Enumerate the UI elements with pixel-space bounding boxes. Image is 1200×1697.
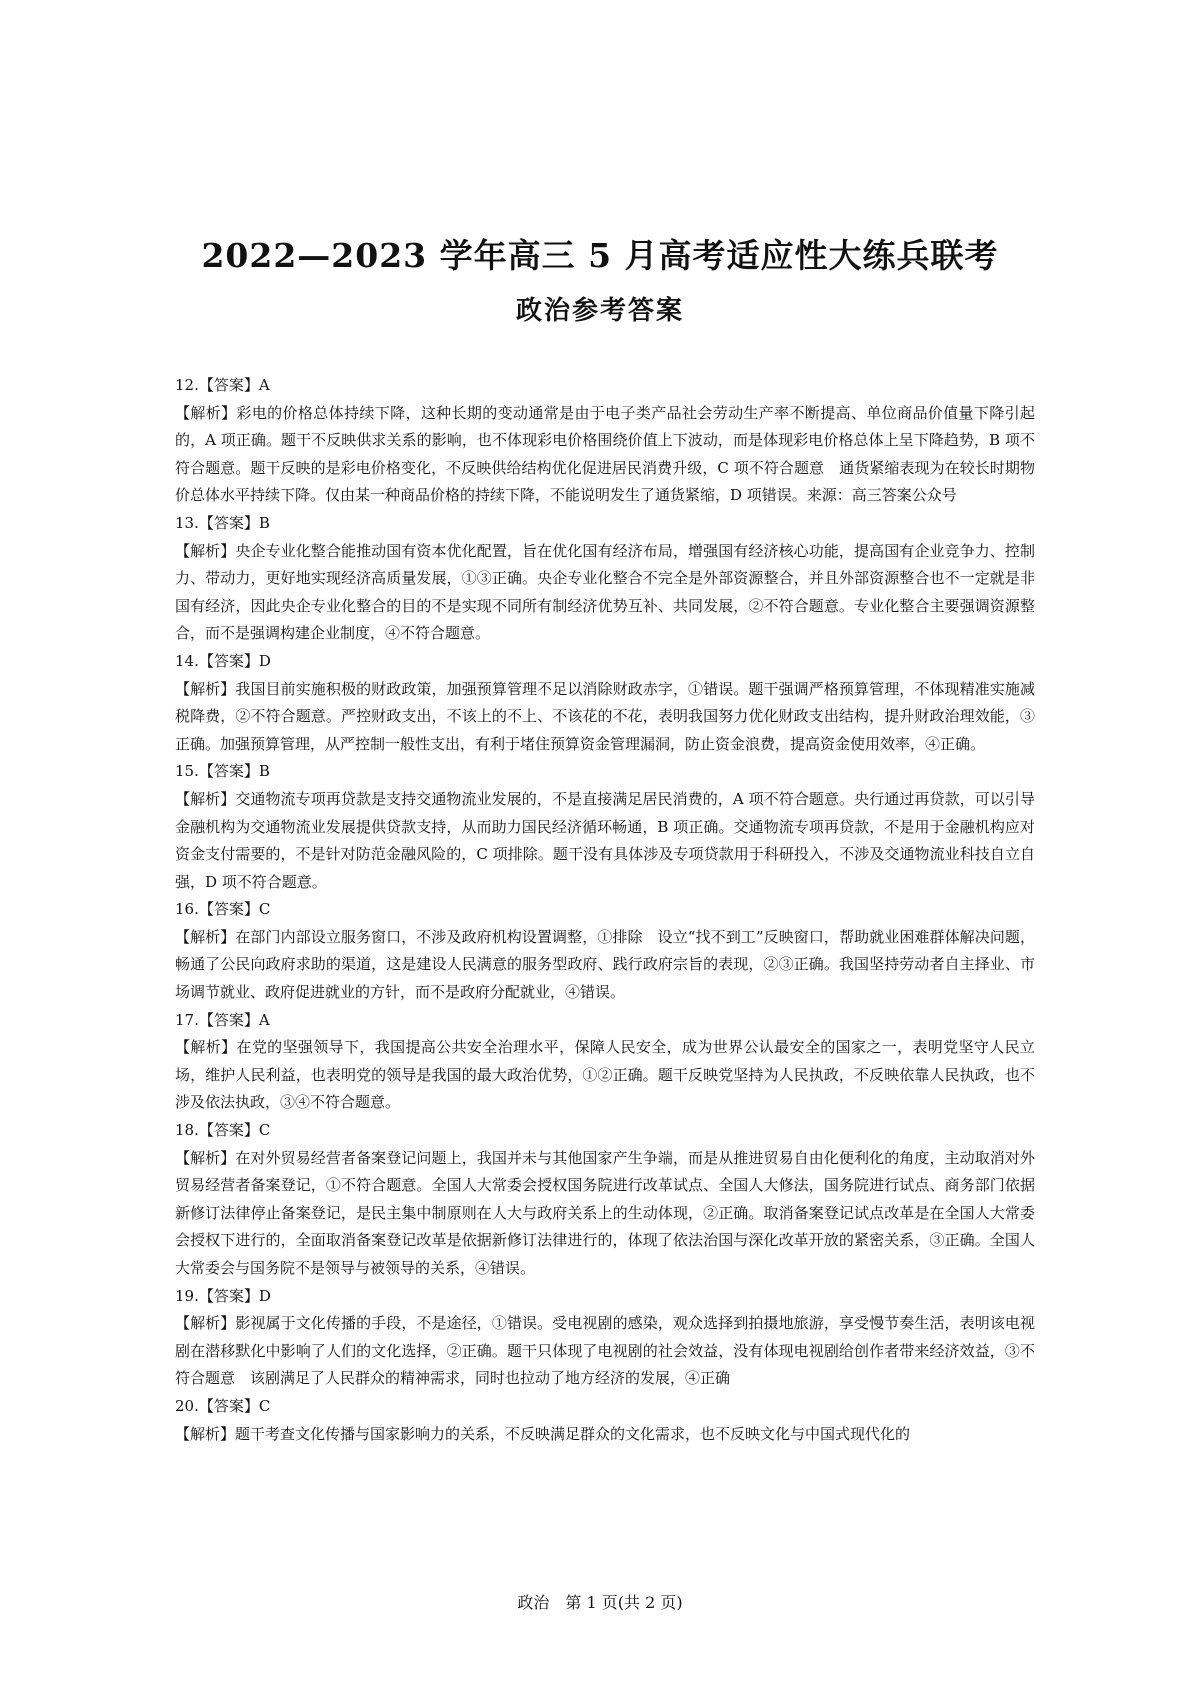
answer-line: 14.【答案】D xyxy=(175,651,271,670)
answer-line: 12.【答案】A xyxy=(175,376,270,394)
explanation-text: 【解析】影视属于文化传播的手段，不是途径，①错误。受电视剧的感染，观众选择到拍摄地旅游，享受慢节奏生活，表明该电视剧在潜移默化中影响了人们的文化选择，②正确。题干只体现了电视剧的社会效益，没有体现电视剧给创作者带来经济效益，③不符合题意 该剧满足了人民群众的精神需求，同时也拉动了地方经济的发展，④正确 xyxy=(175,1314,1035,1388)
answer-item-18 xyxy=(175,1117,1035,1283)
answer-line: 16.【答案】C xyxy=(175,900,271,919)
explanation-text: 【解析】在党的坚强领导下，我国提高公共安全治理水平，保障人民安全，成为世界公认最安全的国家之一，表明党坚守人民立场，维护人民利益，也表明党的领导是我国的最大政治优势，①②正确。题干反映党坚持为人民执政，不反映依靠人民执政，也不涉及依法执政，③④不符合题意。 xyxy=(175,1038,1035,1112)
answer-item-17 xyxy=(175,1007,1035,1117)
answer-line: 15.【答案】B xyxy=(175,762,270,781)
explanation-text: 【解析】题干考查文化传播与国家影响力的关系，不反映满足群众的文化需求，也不反映文化与中国式现代化的 xyxy=(175,1424,911,1443)
page-footer: 政治 第 1 页(共 2 页) xyxy=(517,1593,683,1612)
answer-item-19 xyxy=(175,1283,1035,1393)
answer-item-15 xyxy=(175,758,1035,896)
answer-line: 18.【答案】C xyxy=(175,1121,271,1140)
answer-line: 13.【答案】B xyxy=(175,513,270,532)
answer-line: 19.【答案】D xyxy=(175,1286,271,1305)
answer-line: 17.【答案】A xyxy=(175,1010,270,1029)
explanation-text: 【解析】在对外贸易经营者备案登记问题上，我国并未与其他国家产生争端，而是从推进贸易自由化便利化的角度，主动取消对外贸易经营者备案登记，①不符合题意。全国人大常委会授权国务院进行改革试点、全国人大修法，国务院进行试点、商务部门依据新修订法律停止备案登记，是民主集中制原则在人大与政府关系上的生动体现，②正确。取消备案登记试点改革是在全国人大常委会授权下进行的，全面取消备案登记改革是依据新修订法律进行的，体现了依法治国与深化改革开放的紧密关系，③正确。全国人大常委会与国务院不是领导与被领导的关系，④错误。 xyxy=(175,1148,1035,1277)
answer-line: 20.【答案】C xyxy=(175,1396,271,1415)
answer-item-20 xyxy=(175,1393,1035,1448)
page-title: 2022—2023 学年高三 5 月高考适应性大练兵联考 xyxy=(201,236,999,275)
answer-list xyxy=(175,372,1035,1448)
explanation-text: 【解析】在部门内部设立服务窗口，不涉及政府机构设置调整，①排除 设立“找不到工”反映窗口，帮助就业困难群体解决问题，畅通了公民向政府求助的渠道，这是建设人民满意的服务型政府、践行政府宗旨的表现，②③正确。我国坚持劳动者自主择业、市场调节就业、政府促进就业的方针，而不是政府分配就业，④错误。 xyxy=(175,927,1035,1002)
explanation-text: 【解析】我国目前实施积极的财政政策，加强预算管理不足以消除财政赤字，①错误。题干强调严格预算管理，不体现精准实施减税降费，②不符合题意。严控财政支出，不该上的不上、不该花的不花，表明我国努力优化财政支出结构，提升财政治理效能，③正确。加强预算管理，从严控制一般性支出，有利于堵住预算资金管理漏洞，防止资金浪费，提高资金使用效率，④正确。 xyxy=(175,679,1035,753)
page-subtitle: 政治参考答案 xyxy=(515,296,684,326)
explanation-text: 【解析】交通物流专项再贷款是支持交通物流业发展的，不是直接满足居民消费的，A 项不符合题意。央行通过再贷款，可以引导金融机构为交通物流业发展提供贷款支持，从而助力国民经济循环畅通，B 项正确。交通物流专项再贷款，不是用于金融机构应对资金支付需要的，不是针对防范金融风险的，C 项排除。题干没有具体涉及专项贷款用于科研投入，不涉及交通物流业科技自立自强，D 项不符合题意。 xyxy=(175,789,1035,891)
answer-item-13 xyxy=(175,510,1035,648)
answer-item-16 xyxy=(175,896,1035,1006)
answer-item-12 xyxy=(175,372,1035,510)
explanation-text: 【解析】央企专业化整合能推动国有资本优化配置，旨在优化国有经济布局，增强国有经济核心功能，提高国有企业竞争力、控制力、带动力，更好地实现经济高质量发展，①③正确。央企专业化整合不完全是外部资源整合，并且外部资源整合也不一定就是非国有经济，因此央企专业化整合的目的不是实现不同所有制经济优势互补、共同发展，②不符合题意。专业化整合主要强调资源整合，而不是强调构建企业制度，④不符合题意。 xyxy=(175,541,1035,643)
answer-item-14 xyxy=(175,648,1035,758)
explanation-text: 【解析】彩电的价格总体持续下降，这种长期的变动通常是由于电子类产品社会劳动生产率不断提高、单位商品价值量下降引起的，A 项正确。题干不反映供求关系的影响，也不体现彩电价格围绕价值上下波动，而是体现彩电价格总体上呈下降趋势，B 项不符合题意。题干反映的是彩电价格变化，不反映供给结构优化促进居民消费升级，C 项不符合题意 通货紧缩表现为在较长时期物价总体水平持续下降。仅由某一种商品价格的持续下降，不能说明发生了通货紧缩，D 项错误。来源：高三答案公众号 xyxy=(175,403,1035,505)
